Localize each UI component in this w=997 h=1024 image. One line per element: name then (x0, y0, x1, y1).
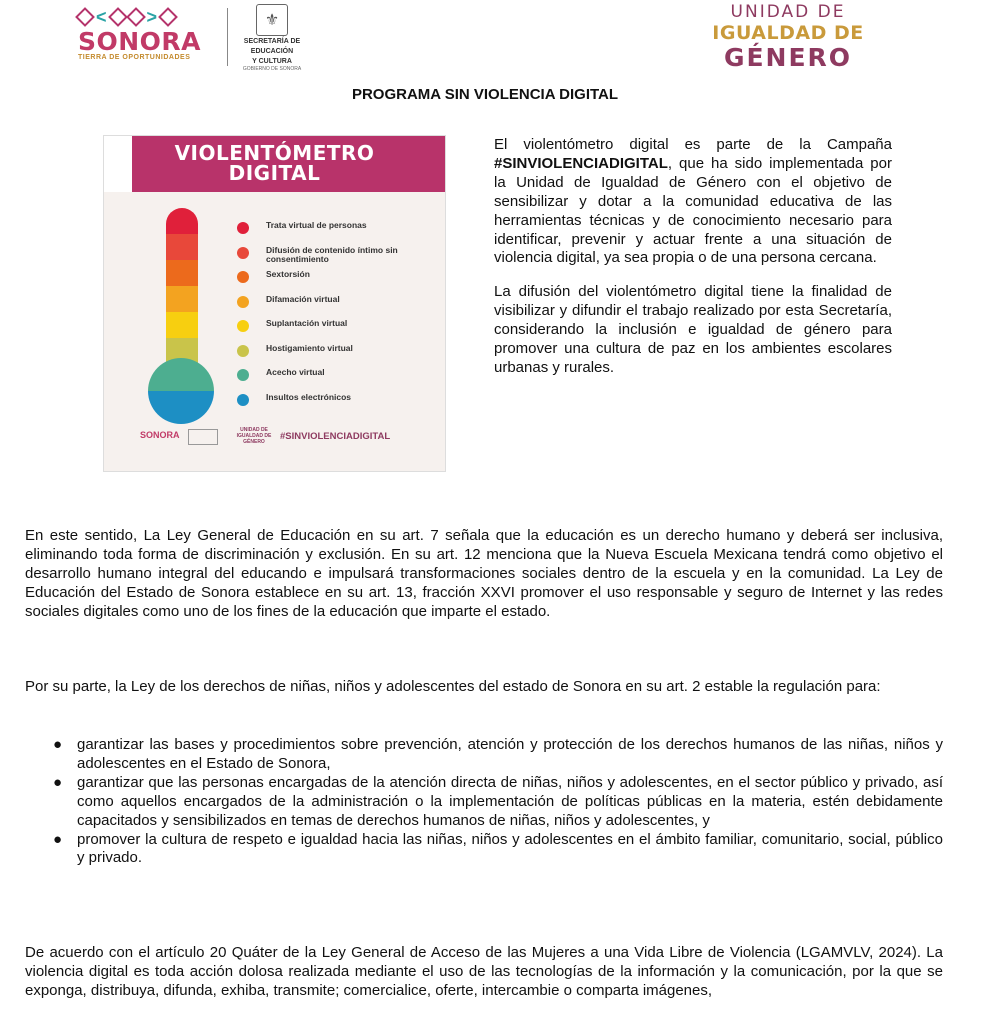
sonora-motif-icon: < > (78, 6, 228, 28)
sonora-logo (78, 6, 228, 68)
legend-item: Acecho virtual (237, 366, 446, 391)
list-item: ● garantizar que las personas encargadas de la atención directa de niñas, niños y adolescentes, en el sector público y privado, así como aquellos encargados de la administración o la implementación de políticas públicas en la materia, estén debidamente capacitados y sensibilizados en temas de derechos humanos de niñas, niños y adolescentes, y (53, 773, 943, 829)
unidad-line2: IGUALDAD DE (712, 22, 864, 44)
thermo-segment (166, 312, 198, 338)
unidad-igualdad-logo (688, 2, 888, 72)
legend-item: Insultos electrónicos (237, 391, 446, 416)
unidad-line3: GÉNERO (723, 43, 853, 72)
level-dot-icon (237, 345, 249, 357)
thermo-segment (166, 286, 198, 312)
thermo-segment (166, 260, 198, 286)
intro-paragraph-2: La difusión del violentómetro digital tiene la finalidad de visibilizar y difundir el trabajo realizado por esta Secretaría, considerando la inclusión e igualdad de género para promover una cultura de paz en los ambientes escolares urbanas y rurales. (494, 283, 892, 376)
footer-unidad-logo: UNIDAD DE IGUALDAD DE GÉNERO (236, 427, 272, 445)
secretaria-line1: SECRETARÍA DE (243, 38, 301, 45)
thermo-segment (166, 234, 198, 260)
secretaria-line3: Y CULTURA (252, 58, 292, 65)
footer-sec-logo-icon (188, 429, 218, 445)
body-paragraph-3: De acuerdo con el artículo 20 Quáter de la Ley General de Acceso de las Mujeres a una Vida Libre de Violencia (LGAMVLV, 2024). La violencia digital es toda acción dolosa realizada mediante el uso de las tecnologías de la información y la comunicación, por la que se exponga, distribuya, difunda, exhiba, transmite; comercialice, oferte, intercambie o comparta imágenes, (25, 944, 943, 999)
thermometer-icon (148, 208, 213, 426)
level-dot-icon (237, 296, 249, 308)
thermometer-bulb (148, 358, 214, 424)
legend-item: Difamación virtual (237, 293, 446, 318)
body-paragraph-2: Por su parte, la Ley de los derechos de niñas, niños y adolescentes del estado de Sonora en su art. 2 estable la regulación para: (25, 678, 881, 695)
level-dot-icon (237, 247, 249, 259)
secretaria-line4: GOBIERNO DE SONORA (242, 66, 302, 72)
secretaria-line2: EDUCACIÓN (250, 48, 294, 55)
thermometer-tube (166, 208, 198, 366)
rights-list (53, 736, 943, 868)
secretaria-logo (232, 4, 312, 70)
level-dot-icon (237, 369, 249, 381)
violentometro-legend (237, 219, 446, 415)
thermo-segment (166, 208, 198, 234)
card-footer-logos (104, 422, 445, 452)
bullet-icon: ● (53, 736, 63, 753)
header-divider (227, 8, 228, 66)
intro-text (494, 136, 892, 393)
footer-sonora-logo: SONORA (140, 430, 180, 440)
legend-item: Trata virtual de personas (237, 219, 446, 244)
unidad-line1: UNIDAD DE (730, 2, 846, 22)
level-dot-icon (237, 320, 249, 332)
legend-item: Suplantación virtual (237, 317, 446, 342)
card-title: VIOLENTÓMETRO DIGITAL (174, 141, 375, 185)
campaign-hashtag: #SINVIOLENCIADIGITAL (494, 154, 668, 172)
page-title: PROGRAMA SIN VIOLENCIA DIGITAL (351, 86, 619, 103)
legend-item: Sextorsión (237, 268, 446, 293)
level-dot-icon (237, 271, 249, 283)
violentometro-image (103, 135, 446, 472)
sonora-wordmark: SONORA (78, 27, 202, 56)
legend-item: Hostigamiento virtual (237, 342, 446, 367)
state-seal-icon: ⚜ (256, 4, 288, 36)
body-paragraph-1: En este sentido, La Ley General de Educación en su art. 7 señala que la educación es un derecho humano y deberá ser inclusiva, eliminando toda forma de discriminación y exclusión. En su art. 12 menciona que la Nueva Escuela Mexicana tendrá como objetivo el desarrollo humano integral del educando e impulsará transformaciones sociales dentro de la escuela y en la comunidad. La Ley de Educación del Estado de Sonora establece en su art. 13, fracción XXVI promover el uso responsable y seguro de Internet y las redes sociales digitales como uno de los fines de la educación que imparte el estado. (25, 527, 943, 620)
level-dot-icon (237, 394, 249, 406)
list-item: ● garantizar las bases y procedimientos sobre prevención, atención y protección de los derechos humanos de las niñas, niños y adolescentes en el Estado de Sonora, (53, 736, 943, 772)
bullet-icon: ● (53, 830, 63, 848)
level-dot-icon (237, 222, 249, 234)
legend-item: Difusión de contenido íntimo sin consentimiento (237, 244, 446, 269)
page-header (0, 0, 997, 80)
intro-paragraph-1: El violentómetro digital es parte de la Campaña #SINVIOLENCIADIGITAL, que ha sido implementada por la Unidad de Igualdad de Género con el objetivo de sensibilizar y dotar a la comunidad educativa de las herramientas técnicas y de conocimiento necesario para identificar, prevenir y actuar frente a una situación de violencia digital, ya sea propia o de una persona cercana. (494, 136, 892, 267)
bullet-icon: ● (53, 773, 63, 791)
sonora-tagline: TIERRA DE OPORTUNIDADES (78, 54, 191, 61)
footer-hashtag: #SINVIOLENCIADIGITAL (280, 431, 391, 442)
list-item: ● promover la cultura de respeto e igualdad hacia las niñas, niños y adolescentes en el ámbito familiar, comunitario, social, público y privado. (53, 830, 943, 867)
